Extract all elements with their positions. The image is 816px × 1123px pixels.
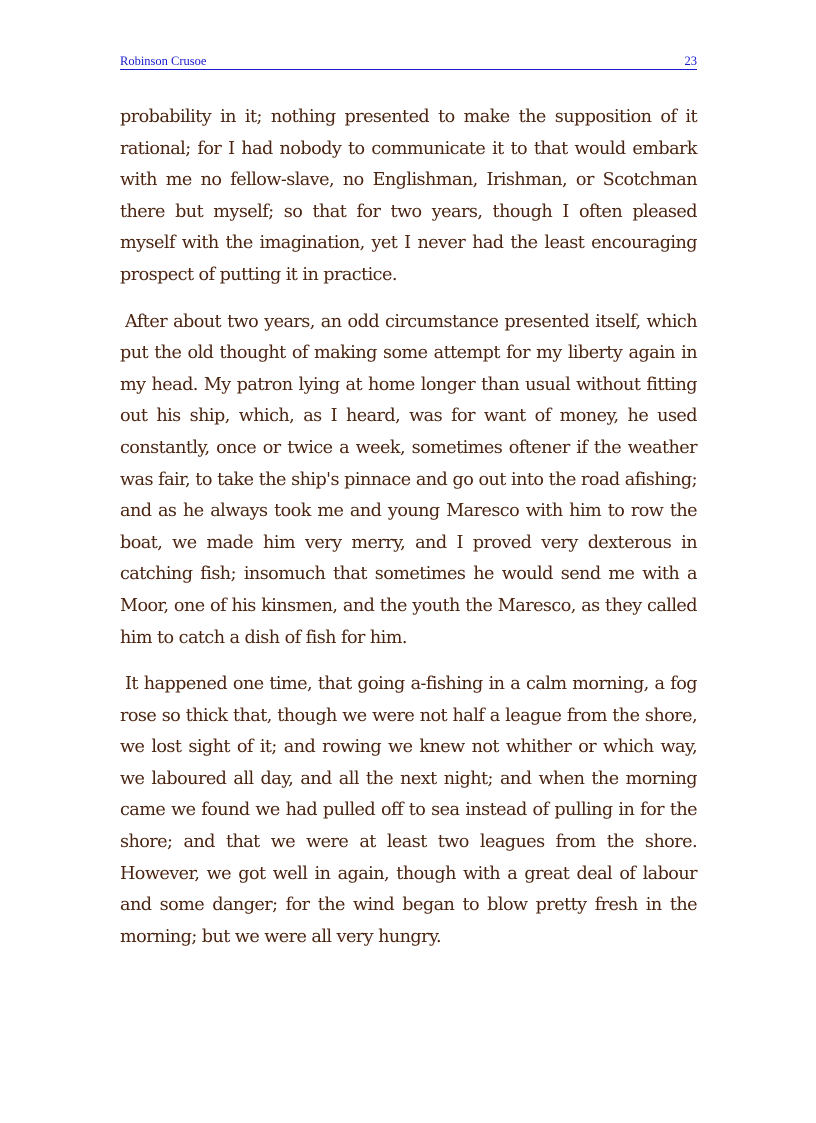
running-header [120, 53, 697, 70]
paragraph-3: It happened one time, that going a-fishing in a calm morning, a fog rose so thick that, though we were not half a league from the shore, we lost sight of it; and rowing we knew not whither or which way, we laboured all day, and all the next night; and when the morning came we found we had pulled off to sea instead of pulling in for the shore; and that we were at least two leagues from the shore. However, we got well in again, though with a great deal of labour and some danger; for the wind began to blow pretty fresh in the morning; but we were all very hungry. [120, 674, 697, 947]
paragraph-2: After about two years, an odd circumstance presented itself, which put the old thought of making some attempt for my liberty again in my head. My patron lying at home longer than usual without fitting out his ship, which, as I heard, was for want of money, he used constantly, once or twice a week, sometimes oftener if the weather was fair, to take the ship's pinnace and go out into the road afishing; and as he always took me and young Maresco with him to row the boat, we made him very merry, and I proved very dexterous in catching fish; insomuch that sometimes he would send me with a Moor, one of his kinsmen, and the youth the Maresco, as they called him to catch a dish of fish for him. [120, 311, 697, 648]
body-text [120, 102, 697, 968]
book-title-link[interactable]: Robinson Crusoe [120, 54, 207, 68]
page-number: 23 [684, 54, 697, 68]
paragraph-1: probability in it; nothing presented to make the supposition of it rational; for I had nobody to communicate it to that would embark with me no fellow-slave, no Englishman, Irishman, or Scotchman there but myself; so that for two years, though I often pleased myself with the imagination, yet I never had the least encouraging prospect of putting it in practice. [120, 107, 697, 285]
